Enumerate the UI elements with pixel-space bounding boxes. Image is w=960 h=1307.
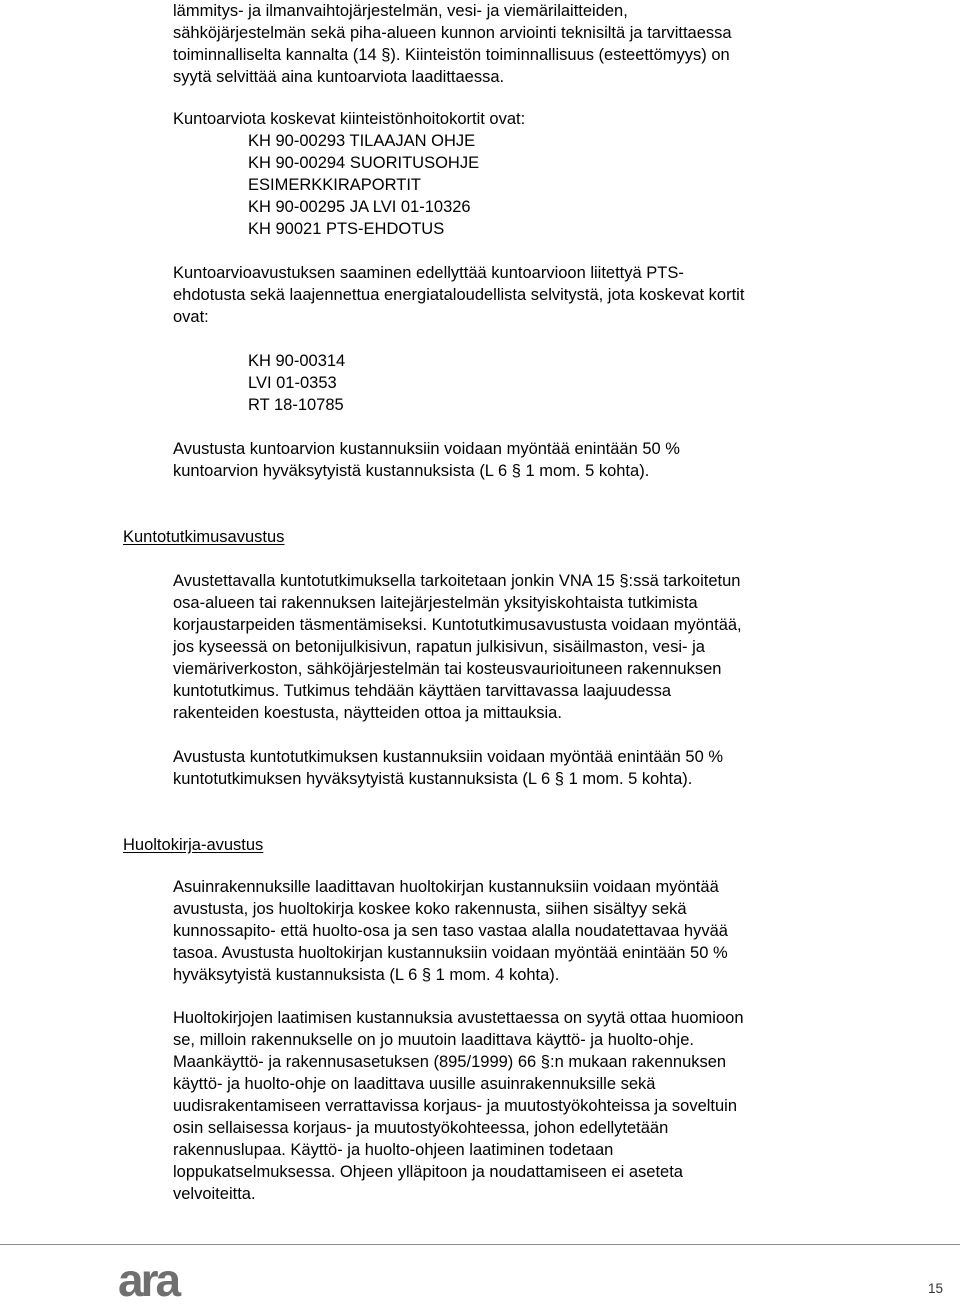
pts-paragraph — [173, 262, 744, 328]
text-line: tasoa. Avustusta huoltokirjan kustannuksiin voidaan myöntää enintään 50 % — [173, 944, 728, 962]
text-line: korjaustarpeiden täsmentämiseksi. Kuntotutkimusavustusta voidaan myöntää, — [173, 616, 742, 634]
text-line: viemäriverkoston, sähköjärjestelmän tai kosteusvaurioituneen rakennuksen — [173, 660, 722, 678]
text-line: Huoltokirjojen laatimisen kustannuksia avustettaessa on syytä ottaa huomioon — [173, 1009, 744, 1027]
text-line: Kuntoarviota koskevat kiinteistönhoitokortit ovat: — [173, 110, 526, 128]
list-item: ESIMERKKIRAPORTIT — [248, 176, 421, 194]
text-line: käyttö- ja huolto-ohje on laadittava uusille asuinrakennuksille sekä — [173, 1075, 656, 1093]
huoltokirja-paragraph-1 — [173, 876, 728, 986]
text-line: velvoiteitta. — [173, 1185, 256, 1203]
section-heading-kuntotutkimusavustus: Kuntotutkimusavustus — [123, 528, 285, 546]
kuntoarvio-avustus-paragraph — [173, 438, 680, 482]
list-item: RT 18-10785 — [248, 396, 344, 414]
text-line: toiminnalliselta kannalta (14 §). Kiinteistön toiminnallisuus (esteettömyys) on — [173, 46, 730, 64]
text-line: kuntotutkimuksen hyväksytyistä kustannuksista (L 6 § 1 mom. 5 kohta). — [173, 770, 693, 788]
text-line: rakenteiden koestusta, näytteiden ottoa ja mittauksia. — [173, 704, 562, 722]
text-line: osin sellaisessa korjaus- ja muutostyökohteessa, johon edellytetään — [173, 1119, 669, 1137]
text-line: Avustettavalla kuntotutkimuksella tarkoitetaan jonkin VNA 15 §:ssä tarkoitetun — [173, 572, 741, 590]
cards-intro — [173, 108, 525, 130]
text-line: Avustusta kuntotutkimuksen kustannuksiin voidaan myöntää enintään 50 % — [173, 748, 724, 766]
text-line: uudisrakentamiseen verrattavissa korjaus- ja muutostyökohteissa ja soveltuin — [173, 1097, 738, 1115]
kuntotutkimus-paragraph-1 — [173, 570, 742, 724]
list-item: LVI 01-0353 — [248, 374, 337, 392]
footer-divider — [0, 1244, 960, 1245]
text-line: avustusta, jos huoltokirja koskee koko rakennusta, siihen sisältyy sekä — [173, 900, 687, 918]
list-item: KH 90-00294 SUORITUSOHJE — [248, 154, 480, 172]
kuntotutkimus-paragraph-2 — [173, 746, 723, 790]
text-line: Asuinrakennuksille laadittavan huoltokirjan kustannuksiin voidaan myöntää — [173, 878, 719, 896]
text-line: loppukatselmuksessa. Ohjeen ylläpitoon ja noudattamiseen ei aseteta — [173, 1163, 683, 1181]
intro-paragraph — [173, 0, 732, 88]
text-line: rakennuslupaa. Käyttö- ja huolto-ohjeen laatiminen todetaan — [173, 1141, 614, 1159]
text-line: sähköjärjestelmän sekä piha-alueen kunnon arviointi teknisiltä ja tarvittaessa — [173, 24, 732, 42]
pts-cards-list — [248, 350, 345, 416]
text-line: syytä selvittää aina kuntoarviota laadittaessa. — [173, 68, 505, 86]
text-line: jos kyseessä on betonijulkisivun, rapatun julkisivun, sisäilmaston, vesi- ja — [173, 638, 705, 656]
text-line: kunnossapito- että huolto-osa ja sen taso vastaa alalla noudatettavaa hyvää — [173, 922, 728, 940]
text-line: osa-alueen tai rakennuksen laitejärjestelmän yksityiskohtaista tutkimista — [173, 594, 698, 612]
cards-list — [248, 130, 479, 240]
text-line: hyväksytyistä kustannuksista (L 6 § 1 mom. 4 kohta). — [173, 966, 560, 984]
list-item: KH 90-00293 TILAAJAN OHJE — [248, 132, 476, 150]
ara-logo — [118, 1262, 214, 1302]
list-item: KH 90-00295 JA LVI 01-10326 — [248, 198, 471, 216]
text-line: Avustusta kuntoarvion kustannuksiin voidaan myöntää enintään 50 % — [173, 440, 680, 458]
text-line: Kuntoarvioavustuksen saaminen edellyttää kuntoarvioon liitettyä PTS- — [173, 264, 684, 282]
svg-text:ara: ara — [118, 1262, 179, 1302]
text-line: ehdotusta sekä laajennettua energiataloudellista selvitystä, jota koskevat kortit — [173, 286, 745, 304]
list-item: KH 90021 PTS-EHDOTUS — [248, 220, 445, 238]
section-heading-huoltokirja-avustus: Huoltokirja-avustus — [123, 836, 264, 854]
text-line: ovat: — [173, 308, 209, 326]
text-line: se, milloin rakennukselle on jo muutoin laadittava käyttö- ja huolto-ohje. — [173, 1031, 694, 1049]
text-line: lämmitys- ja ilmanvaihtojärjestelmän, vesi- ja viemärilaitteiden, — [173, 2, 628, 20]
text-line: kuntotutkimus. Tutkimus tehdään käyttäen tarvittavassa laajuudessa — [173, 682, 672, 700]
text-line: Maankäyttö- ja rakennusasetuksen (895/1999) 66 §:n mukaan rakennuksen — [173, 1053, 727, 1071]
page-number: 15 — [928, 1281, 944, 1296]
huoltokirja-paragraph-2 — [173, 1007, 744, 1205]
list-item: KH 90-00314 — [248, 352, 346, 370]
text-line: kuntoarvion hyväksytyistä kustannuksista (L 6 § 1 mom. 5 kohta). — [173, 462, 650, 480]
